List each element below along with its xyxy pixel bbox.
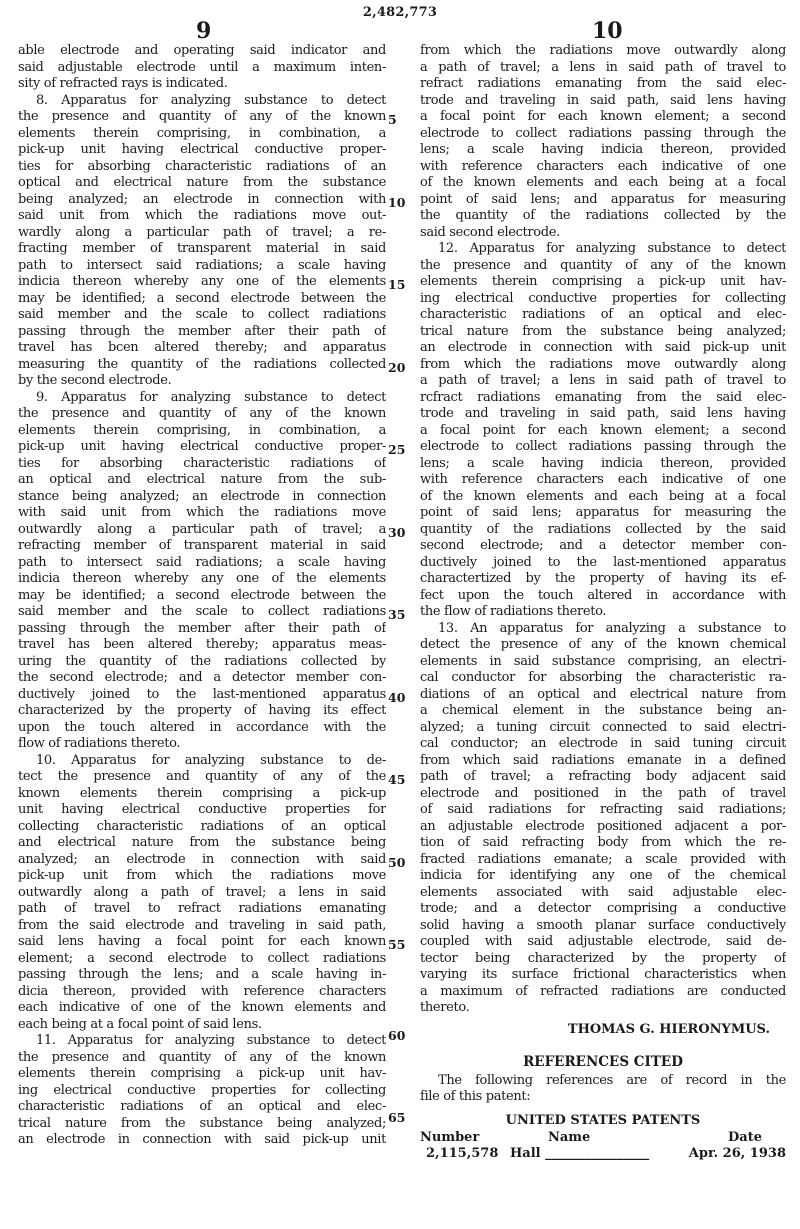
line-number: 60 [388, 1027, 406, 1043]
text-line: said unit from which the radiations move out- [18, 208, 386, 223]
text-line: said member and the scale to collect radiations [18, 307, 386, 322]
text-line: of said radiations for refracting said radiations; [420, 802, 786, 817]
inventor-signature: THOMAS G. HIERONYMUS. [567, 1021, 770, 1037]
text-line: may be identified; a second electrode between the [18, 587, 386, 603]
text-line: stance being analyzed; an electrode in connection [18, 488, 386, 504]
text-line: fracting member of transparent material in said [18, 241, 386, 256]
text-line: element; a second electrode to collect radiations [18, 950, 386, 966]
text-line: diations of an optical and electrical nature from [420, 686, 786, 702]
text-line: 8. Apparatus for analyzing substance to detect [36, 92, 386, 108]
text-line: with reference characters each indicative of one [420, 158, 786, 174]
text-line: The following references are of record in the [438, 1072, 786, 1088]
line-number: 25 [388, 442, 406, 457]
text-line: with reference characters each indicative of one [420, 472, 786, 487]
text-line: measuring the quantity of the radiations collected [18, 356, 386, 372]
text-line: the presence and quantity of any of the known [18, 406, 386, 421]
text-line: said member and the scale to collect radiations [18, 604, 386, 619]
text-line: ductively joined to the last-mentioned apparatus [420, 554, 786, 570]
references-header-row [420, 1130, 786, 1147]
text-line: alyzed; a tuning circuit connected to said electri- [420, 719, 786, 735]
text-line: travel has bcen altered thereby; and apparatus [18, 340, 386, 355]
text-line: trode; and a detector comprising a conductive [420, 901, 786, 916]
column-number-right: 10 [592, 18, 623, 44]
text-line: elements therein comprising, in combination, a [18, 125, 386, 141]
line-number: 55 [388, 937, 406, 952]
text-line: each indicative of one of the known elements and [18, 1000, 386, 1015]
line-number: 15 [388, 277, 406, 292]
text-line: may be identified; a second electrode between the [18, 290, 386, 306]
text-line: 9. Apparatus for analyzing substance to detect [36, 389, 386, 405]
text-line: charactertized by the property of having its ef- [420, 571, 786, 586]
patent-number: 2,482,773 [362, 5, 438, 20]
text-line: 13. An apparatus for analyzing a substance to [438, 620, 786, 636]
text-line: sity of refracted rays is indicated. [18, 76, 228, 91]
references-intro [420, 1073, 786, 1106]
text-line: the presence and quantity of any of the known [420, 257, 786, 273]
text-line: a focal point for each known element; a second [420, 109, 786, 124]
us-patents-heading: UNITED STATES PATENTS [505, 1112, 701, 1128]
text-line: trode and traveling in said path, said lens having [420, 92, 786, 108]
text-line: coupled with said adjustable electrode, said de- [420, 934, 786, 949]
line-number: 45 [388, 772, 406, 787]
text-line: analyzed; an electrode in connection with said [18, 851, 386, 867]
text-line: solid having a smooth planar surface conductively [420, 917, 786, 933]
line-number: 20 [388, 359, 406, 375]
text-line: pick-up unit from which the radiations move [18, 868, 386, 883]
text-line: uring the quantity of the radiations collected by [18, 653, 386, 669]
text-line: an electrode in connection with said pick-up unit [420, 340, 786, 355]
column-number-left: 9 [196, 18, 212, 44]
text-line: ing electrical conductive properties for collecting [420, 290, 786, 306]
text-line: path to intersect said radiations; a scale having [18, 257, 386, 273]
text-line: trical nature from the substance being analyzed; [18, 1115, 386, 1131]
text-line: said adjustable electrode until a maximum inten- [18, 59, 386, 75]
text-line: flow of radiations thereto. [18, 736, 181, 751]
text-line: ties for absorbing characteristic radiations of [18, 455, 386, 471]
text-line: path to intersect said radiations; a scale having [18, 554, 386, 570]
text-line: detect the presence of any of the known chemical [420, 637, 786, 652]
text-line: point of said lens; apparatus for measuring the [420, 505, 786, 520]
text-line: point of said lens; and apparatus for measuring [420, 191, 786, 207]
text-line: 12. Apparatus for analyzing substance to detect [438, 241, 786, 256]
text-line: passing through the member after their path of [18, 620, 386, 636]
text-line: refract radiations emanating from the said elec- [420, 76, 786, 91]
text-line: rcfract radiations emanating from the said elec- [420, 389, 786, 405]
text-line: 10. Apparatus for analyzing substance to de- [36, 752, 386, 768]
line-number: 50 [388, 854, 406, 870]
text-line: cal conductor for absorbing the characteristic ra- [420, 670, 786, 685]
text-line: refracting member of transparent material in said [18, 538, 386, 553]
text-line: said second electrode. [420, 224, 560, 240]
right-column-text [420, 43, 786, 1163]
line-number: 30 [388, 524, 406, 540]
text-line: second electrode; and a detector member con- [420, 538, 786, 553]
reference-row [420, 1146, 786, 1163]
text-line: a path of travel; a lens in said path of travel to [420, 373, 786, 388]
reference-number: 2,115,578 [426, 1146, 499, 1161]
text-line: known elements therein comprising a pick-up [18, 785, 386, 801]
line-number: 35 [388, 607, 406, 622]
text-line: path of travel; a refracting body adjacent said [420, 769, 786, 784]
text-line: a maximum of refracted radiations are conducted [420, 983, 786, 999]
text-line: 11. Apparatus for analyzing substance to detect [36, 1033, 386, 1048]
text-line: cal conductor; an electrode in said tuning circuit [420, 736, 786, 751]
text-line: from which the radiations move outwardly along [420, 356, 786, 372]
text-line: characteristic radiations of an optical and elec- [18, 1099, 386, 1114]
line-number: 40 [388, 689, 406, 705]
text-line: elements in said substance comprising, an electri- [420, 653, 786, 669]
text-line: characteristic radiations of an optical and elec- [420, 307, 786, 322]
text-line: the presence and quantity of any of the known [18, 1049, 386, 1065]
line-number: 65 [388, 1110, 406, 1126]
text-line: tion of said refracting body from which the re- [420, 835, 786, 850]
text-line: each being at a focal point of said lens. [18, 1016, 262, 1032]
text-line: indicia for identifying any one of the chemical [420, 868, 786, 883]
column-header-name: Name [548, 1129, 591, 1145]
text-line: an optical and electrical nature from the sub- [18, 472, 386, 487]
text-line: from which said radiations emanate in a defined [420, 752, 786, 768]
text-line: with said unit from which the radiations move [18, 505, 386, 520]
text-line: the presence and quantity of any of the known [18, 109, 386, 124]
text-line: lens; a scale having indicia thereon, provided [420, 142, 786, 157]
column-header-date: Date [728, 1129, 762, 1145]
text-line: of the known elements and each being at a focal [420, 175, 786, 190]
text-line: wardly along a particular path of travel; a re- [18, 224, 386, 240]
line-number: 10 [388, 194, 406, 210]
text-line: dicia thereon, provided with reference characters [18, 983, 386, 999]
text-line: collecting characteristic radiations of an optical [18, 818, 386, 834]
text-line: tect the presence and quantity of any of the [18, 769, 386, 784]
text-line: elements associated with said adjustable elec- [420, 884, 786, 900]
text-line: electrode to collect radiations passing through the [420, 439, 786, 454]
text-line: outwardly along a path of travel; a lens in said [18, 884, 386, 900]
text-line: passing through the member after their path of [18, 323, 386, 339]
text-line: an electrode in connection with said pick-up unit [18, 1132, 386, 1147]
text-line: a focal point for each known element; a second [420, 422, 786, 438]
text-line: characterized by the property of having its effect [18, 703, 386, 718]
text-line: from the said electrode and traveling in said path, [18, 917, 386, 933]
text-line: outwardly along a particular path of travel; a [18, 521, 386, 537]
text-line: electrode to collect radiations passing through the [420, 125, 786, 141]
text-line: electrode and positioned in the path of travel [420, 785, 786, 801]
text-line: the flow of radiations thereto. [420, 604, 607, 619]
left-column-text [18, 43, 386, 1149]
text-line: upon the touch altered in accordance with the [18, 719, 386, 735]
right-column-claims [420, 43, 786, 1017]
text-line: pick-up unit having electrical conductive proper- [18, 439, 386, 454]
text-line: elements therein comprising a pick-up unit hav- [18, 1066, 386, 1081]
text-line: fect upon the touch altered in accordance with [420, 587, 786, 603]
text-line: trical nature from the substance being analyzed; [420, 323, 786, 339]
text-line: quantity of the radiations collected by the said [420, 521, 786, 537]
text-line: varying its surface frictional characteristics when [420, 967, 786, 982]
text-line: from which the radiations move outwardly along [420, 43, 786, 58]
text-line: path of travel to refract radiations emanating [18, 901, 386, 916]
text-line: lens; a scale having indicia thereon, provided [420, 455, 786, 471]
text-line: file of this patent: [420, 1089, 531, 1104]
text-line: travel has been altered thereby; apparatus meas- [18, 637, 386, 652]
text-line: elements therein comprising, in combination, a [18, 422, 386, 438]
text-line: said lens having a focal point for each known [18, 934, 386, 949]
text-line: tector being characterized by the property of [420, 950, 786, 966]
text-line: the quantity of the radiations collected by the [420, 208, 786, 223]
text-line: a chemical element in the substance being an- [420, 703, 786, 718]
text-line: ing electrical conductive properties for collecting [18, 1082, 386, 1098]
text-line: indicia thereon whereby any one of the elements [18, 571, 386, 586]
text-line: passing through the lens; and a scale having in- [18, 967, 386, 982]
text-line: unit having electrical conductive properties for [18, 802, 386, 817]
text-line: the second electrode; and a detector member con- [18, 670, 386, 685]
text-line: indicia thereon whereby any one of the elements [18, 274, 386, 289]
text-line: elements therein comprising a pick-up unit hav- [420, 274, 786, 289]
reference-date: Apr. 26, 1938 [688, 1146, 786, 1161]
text-line: a path of travel; a lens in said path of travel to [420, 59, 786, 75]
text-line: and electrical nature from the substance being [18, 835, 386, 850]
text-line: fracted radiations emanate; a scale provided with [420, 851, 786, 867]
text-line: by the second electrode. [18, 373, 172, 388]
reference-name: Hall ________________ [510, 1146, 650, 1161]
text-line: being analyzed; an electrode in connection with [18, 191, 386, 207]
references-table [420, 1130, 786, 1163]
text-line: an adjustable electrode positioned adjacent a por- [420, 818, 786, 834]
text-line: of the known elements and each being at a focal [420, 488, 786, 504]
text-line: trode and traveling in said path, said lens having [420, 406, 786, 421]
text-line: pick-up unit having electrical conductive proper- [18, 142, 386, 157]
line-number: 5 [388, 112, 397, 127]
references-cited-heading: REFERENCES CITED [523, 1053, 683, 1070]
text-line: thereto. [420, 1000, 470, 1015]
text-line: ties for absorbing characteristic radiations of an [18, 158, 386, 174]
text-line: ductively joined to the last-mentioned apparatus [18, 686, 386, 702]
text-line: optical and electrical nature from the substance [18, 175, 386, 190]
text-line: able electrode and operating said indicator and [18, 43, 386, 58]
column-header-number: Number [420, 1129, 480, 1145]
